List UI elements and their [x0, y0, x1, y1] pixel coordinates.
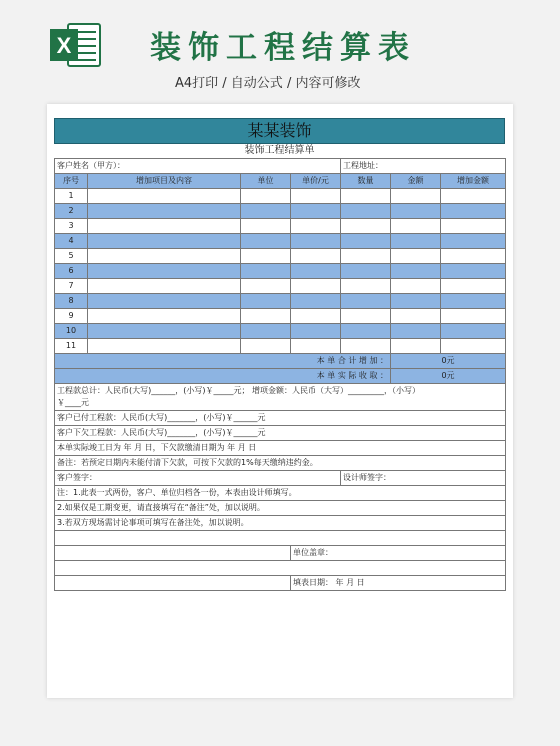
- cell[interactable]: [341, 264, 391, 279]
- sum-increase-label: 本 单 合 计 增 加 ：: [55, 354, 391, 369]
- excel-logo-icon: [48, 20, 102, 70]
- sum-increase-row: [55, 354, 506, 369]
- cell[interactable]: [88, 264, 241, 279]
- cell[interactable]: [291, 264, 341, 279]
- actual-received-value[interactable]: 0元: [391, 369, 506, 384]
- actual-received-row: [55, 369, 506, 384]
- note-line: 2.如果仅是工期变更，请直接填写在“备注”处，加以说明。: [55, 501, 506, 516]
- cell[interactable]: [88, 234, 241, 249]
- cell[interactable]: [391, 294, 441, 309]
- row-number: 7: [55, 279, 88, 294]
- page-subtitle: A4打印 / 自动公式 / 内容可修改: [175, 76, 361, 91]
- cell[interactable]: [341, 234, 391, 249]
- total-cell[interactable]: [55, 384, 506, 411]
- unpaid-row: [55, 426, 506, 441]
- unpaid-cell[interactable]: 客户下欠工程款：人民币(大写)_______，(小写)￥______元: [55, 426, 506, 441]
- cell[interactable]: [291, 204, 341, 219]
- note-row: [55, 516, 506, 531]
- cell[interactable]: [341, 204, 391, 219]
- settlement-sheet: [47, 104, 513, 698]
- row-number: 10: [55, 324, 88, 339]
- cell[interactable]: [241, 339, 291, 354]
- col-header-amount: 金额: [391, 174, 441, 189]
- cell[interactable]: [291, 309, 341, 324]
- spacer-row: [55, 561, 506, 576]
- fill-date-cell[interactable]: 填表日期： 年 月 日: [291, 576, 506, 591]
- cell[interactable]: [441, 219, 506, 234]
- cell[interactable]: [441, 234, 506, 249]
- col-header-item: 增加项目及内容: [88, 174, 241, 189]
- blank-cell[interactable]: [55, 546, 291, 561]
- address-cell[interactable]: 工程地址：: [341, 159, 506, 174]
- cell[interactable]: [391, 189, 441, 204]
- cell[interactable]: [441, 204, 506, 219]
- cell[interactable]: [241, 249, 291, 264]
- cell[interactable]: [241, 219, 291, 234]
- cell[interactable]: [241, 204, 291, 219]
- row-number: 2: [55, 204, 88, 219]
- customer-name-cell[interactable]: 客户姓名（甲方）：: [55, 159, 341, 174]
- cell[interactable]: [441, 264, 506, 279]
- table-row: [55, 339, 506, 354]
- table-row: [55, 309, 506, 324]
- blank-cell[interactable]: [55, 531, 506, 546]
- sheet-grid: [54, 118, 505, 591]
- sum-increase-value[interactable]: 0元: [391, 354, 506, 369]
- company-banner[interactable]: 某某装饰: [54, 118, 505, 144]
- cell[interactable]: [291, 219, 341, 234]
- note-line: 注：1.此表一式两份，客户、单位归档各一份，本表由设计师填写。: [55, 486, 506, 501]
- fill-date-row: [55, 576, 506, 591]
- cell[interactable]: [88, 204, 241, 219]
- remark-row: [55, 456, 506, 471]
- cell[interactable]: [441, 249, 506, 264]
- cell[interactable]: [441, 279, 506, 294]
- note-row: [55, 486, 506, 501]
- cell[interactable]: [441, 324, 506, 339]
- stamp-row: [55, 546, 506, 561]
- cell[interactable]: [391, 324, 441, 339]
- cell[interactable]: [341, 294, 391, 309]
- cell[interactable]: [291, 189, 341, 204]
- cell[interactable]: [441, 189, 506, 204]
- table-row: [55, 249, 506, 264]
- cell[interactable]: [291, 324, 341, 339]
- table-row: [55, 189, 506, 204]
- cell[interactable]: [341, 324, 391, 339]
- table-row: [55, 204, 506, 219]
- cell[interactable]: [88, 309, 241, 324]
- cell[interactable]: [88, 279, 241, 294]
- cell[interactable]: [88, 339, 241, 354]
- customer-row: [55, 159, 506, 174]
- logo-letter: X: [56, 33, 72, 58]
- total-line-2: ￥____元: [57, 398, 89, 407]
- row-number: 6: [55, 264, 88, 279]
- cell[interactable]: [88, 249, 241, 264]
- cell[interactable]: [441, 309, 506, 324]
- cell[interactable]: [391, 219, 441, 234]
- cell[interactable]: [341, 339, 391, 354]
- cell[interactable]: [391, 249, 441, 264]
- cell[interactable]: [341, 249, 391, 264]
- cell[interactable]: [391, 264, 441, 279]
- stamp-cell[interactable]: 单位盖章：: [291, 546, 506, 561]
- row-number: 3: [55, 219, 88, 234]
- cell[interactable]: [391, 234, 441, 249]
- paid-cell[interactable]: 客户已付工程款：人民币(大写)_______，(小写)￥______元: [55, 411, 506, 426]
- designer-sign-cell[interactable]: 设计师签字：: [341, 471, 506, 486]
- cell[interactable]: [241, 189, 291, 204]
- cell[interactable]: [241, 294, 291, 309]
- cell[interactable]: [291, 294, 341, 309]
- cell[interactable]: [341, 309, 391, 324]
- col-header-qty: 数量: [341, 174, 391, 189]
- table-row: [55, 324, 506, 339]
- cell[interactable]: [241, 324, 291, 339]
- row-number: 5: [55, 249, 88, 264]
- cell[interactable]: [291, 234, 341, 249]
- total-row: [55, 384, 506, 411]
- note-row: [55, 501, 506, 516]
- row-number: 9: [55, 309, 88, 324]
- blank-cell[interactable]: [55, 576, 291, 591]
- cell[interactable]: [241, 309, 291, 324]
- row-number: 1: [55, 189, 88, 204]
- col-header-extra: 增加金额: [441, 174, 506, 189]
- cell[interactable]: [391, 309, 441, 324]
- signature-row: [55, 471, 506, 486]
- cell[interactable]: [241, 279, 291, 294]
- cell[interactable]: [391, 339, 441, 354]
- actual-received-label: 本 单 实 际 收 取 ：: [55, 369, 391, 384]
- row-number: 11: [55, 339, 88, 354]
- cell[interactable]: [441, 339, 506, 354]
- form-title[interactable]: 装饰工程结算单: [244, 145, 315, 156]
- col-header-index: 序号: [55, 174, 88, 189]
- row-number: 4: [55, 234, 88, 249]
- col-header-price: 单价/元: [291, 174, 341, 189]
- cell[interactable]: [291, 249, 341, 264]
- cell[interactable]: [241, 234, 291, 249]
- cell[interactable]: [341, 219, 391, 234]
- col-header-unit: 单位: [241, 174, 291, 189]
- cell[interactable]: [88, 294, 241, 309]
- spacer-row: [55, 531, 506, 546]
- finish-date-cell[interactable]: 本单实际竣工日为 年 月 日，下欠款缴清日期为 年 月 日: [55, 441, 506, 456]
- remark-cell[interactable]: 备注：若预定日期内未能付清下欠款，可按下欠款的1%每天缴纳违约金。: [55, 456, 506, 471]
- table-row: [55, 294, 506, 309]
- table-row: [55, 234, 506, 249]
- cell[interactable]: [441, 294, 506, 309]
- settlement-table: [54, 158, 506, 591]
- table-row: [55, 219, 506, 234]
- column-header-row: [55, 174, 506, 189]
- blank-cell[interactable]: [55, 561, 506, 576]
- cell[interactable]: [88, 219, 241, 234]
- cell[interactable]: [88, 324, 241, 339]
- page-title: 装饰工程结算表: [150, 30, 416, 66]
- finish-date-row: [55, 441, 506, 456]
- cell[interactable]: [341, 279, 391, 294]
- cell[interactable]: [291, 339, 341, 354]
- total-line-1: 工程款总计：人民币(大写)______，(小写)￥_____元； 增项金额：人民币（大写）_________，（小写）: [57, 386, 421, 395]
- note-line: 3.若双方现场需讨论事项可填写在备注处，加以说明。: [55, 516, 506, 531]
- cell[interactable]: [241, 264, 291, 279]
- cell[interactable]: [341, 189, 391, 204]
- paid-row: [55, 411, 506, 426]
- table-row: [55, 264, 506, 279]
- cell[interactable]: [88, 189, 241, 204]
- cell[interactable]: [391, 279, 441, 294]
- table-row: [55, 279, 506, 294]
- page-header: [0, 0, 560, 100]
- cell[interactable]: [291, 279, 341, 294]
- cell[interactable]: [391, 204, 441, 219]
- customer-sign-cell[interactable]: 客户签字：: [55, 471, 341, 486]
- row-number: 8: [55, 294, 88, 309]
